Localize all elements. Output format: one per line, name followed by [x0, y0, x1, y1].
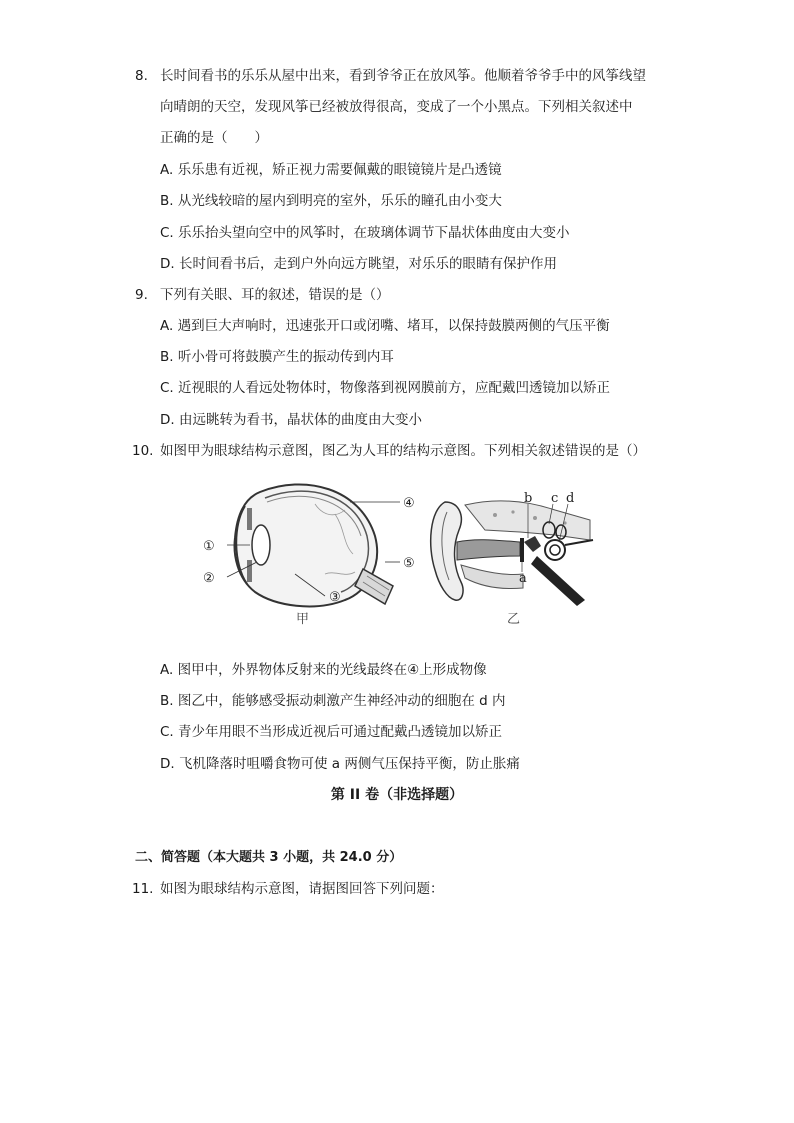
eye-label-2: ② — [203, 571, 215, 586]
question-9-option-b: B. 听小骨可将鼓膜产生的振动传到内耳 — [160, 349, 394, 365]
ear-drawing — [431, 501, 593, 606]
question-11-stem: 如图为眼球结构示意图，请据图回答下列问题： — [160, 881, 444, 897]
question-11-number: 11. — [132, 881, 154, 897]
eye-label-3: ③ — [329, 590, 341, 605]
eye-label-4: ④ — [403, 496, 415, 511]
ear-label-a: a — [519, 571, 527, 586]
question-10-option-c: C. 青少年用眼不当形成近视后可通过配戴凸透镜加以矫正 — [160, 724, 503, 740]
question-9-option-d: D. 由远眺转为看书，晶状体的曲度由大变小 — [160, 412, 422, 428]
question-8-stem-line-3: 正确的是（ ） — [160, 130, 268, 146]
question-8-option-b: B. 从光线较暗的屋内到明亮的室外，乐乐的瞳孔由小变大 — [160, 193, 502, 209]
ear-structure-diagram — [425, 490, 595, 615]
section-2-heading: 二、简答题（本大题共 3 小题，共 24.0 分） — [135, 850, 403, 865]
eye-label-1: ① — [203, 539, 215, 554]
eye-label-5: ⑤ — [403, 556, 415, 571]
question-8-number: 8. — [135, 68, 148, 84]
question-10-option-d: D. 飞机降落时咀嚼食物可使 a 两侧气压保持平衡，防止胀痛 — [160, 756, 520, 772]
question-8-option-a: A. 乐乐患有近视，矫正视力需要佩戴的眼镜镜片是凸透镜 — [160, 162, 502, 178]
eye-diagram-caption: 甲 — [296, 612, 310, 627]
ear-label-d: d — [566, 491, 575, 506]
question-9-stem: 下列有关眼、耳的叙述，错误的是（） — [160, 287, 390, 303]
ear-label-c: c — [551, 491, 559, 506]
ear-label-b: b — [524, 491, 533, 506]
question-10-option-a: A. 图甲中，外界物体反射来的光线最终在④上形成物像 — [160, 662, 487, 678]
question-10-number: 10. — [132, 443, 154, 459]
question-9-number: 9. — [135, 287, 148, 303]
question-8-option-c: C. 乐乐抬头望向空中的风筝时，在玻璃体调节下晶状体曲度由大变小 — [160, 225, 570, 241]
question-9-option-c: C. 近视眼的人看远处物体时，物像落到视网膜前方，应配戴凹透镜加以矫正 — [160, 380, 611, 396]
eye-structure-diagram — [195, 474, 425, 624]
question-9-option-a: A. 遇到巨大声响时，迅速张开口或闭嘴、堵耳，以保持鼓膜两侧的气压平衡 — [160, 318, 610, 334]
question-8-option-d: D. 长时间看书后，走到户外向远方眺望，对乐乐的眼睛有保护作用 — [160, 256, 557, 272]
part-2-title: 第 II 卷（非选择题） — [330, 787, 464, 803]
question-8-stem-line-1: 长时间看书的乐乐从屋中出来，看到爷爷正在放风筝。他顺着爷爷手中的风筝线望 — [160, 68, 646, 84]
question-8-stem-line-2: 向晴朗的天空，发现风筝已经被放得很高，变成了一个小黑点。下列相关叙述中 — [160, 99, 633, 115]
ear-diagram-caption: 乙 — [507, 612, 521, 627]
question-10-stem: 如图甲为眼球结构示意图，图乙为人耳的结构示意图。下列相关叙述错误的是（） — [160, 443, 646, 459]
question-10-option-b: B. 图乙中，能够感受振动刺激产生神经冲动的细胞在 d 内 — [160, 693, 506, 709]
